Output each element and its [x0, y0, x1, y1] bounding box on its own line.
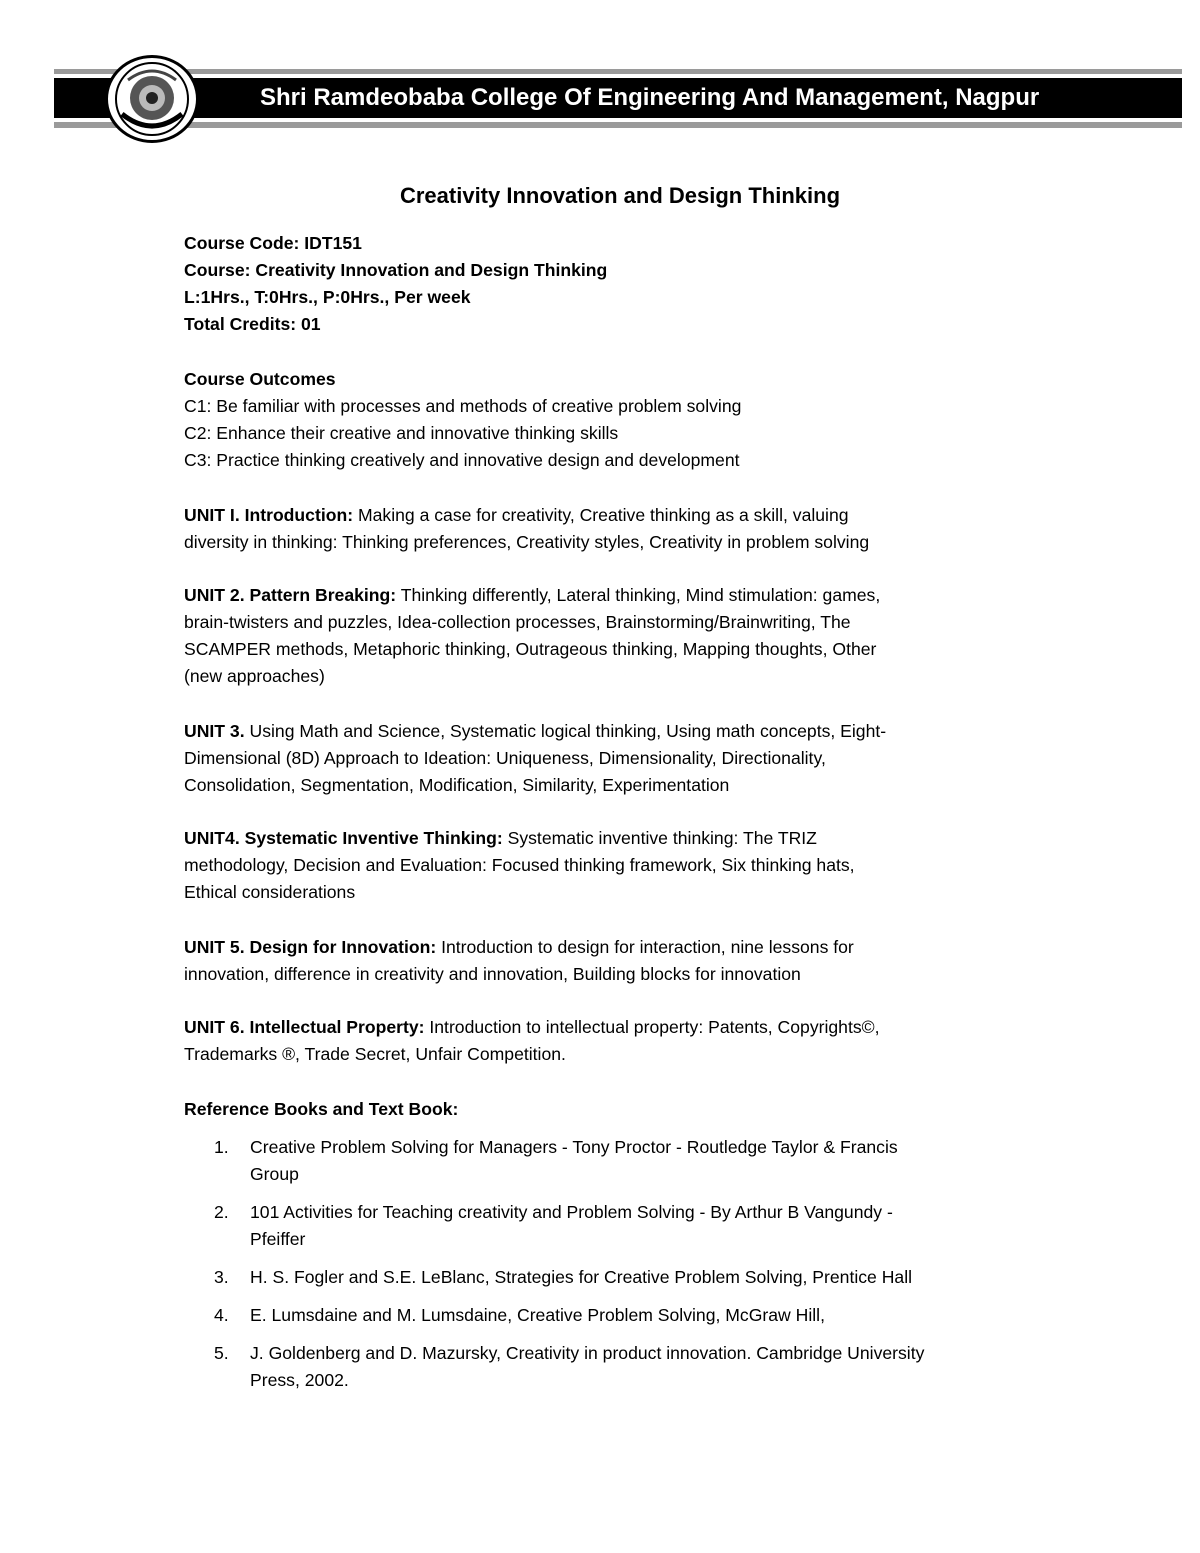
reference-text: 101 Activities for Teaching creativity and Problem Solving - By Arthur B Vangundy -	[250, 1202, 893, 1222]
course-info	[184, 230, 1044, 338]
course-credits: Total Credits: 01	[184, 314, 321, 334]
list-number: 1.	[214, 1137, 229, 1157]
course-outcomes	[184, 366, 1044, 474]
unit-text: SCAMPER methods, Metaphoric thinking, Outrageous thinking, Mapping thoughts, Other	[184, 639, 877, 659]
reference-text: E. Lumsdaine and M. Lumsdaine, Creative Problem Solving, McGraw Hill,	[250, 1305, 825, 1325]
unit-text: (new approaches)	[184, 666, 325, 686]
unit-text: Using Math and Science, Systematic logical thinking, Using math concepts, Eight-	[244, 721, 887, 741]
college-name: Shri Ramdeobaba College Of Engineering And Management, Nagpur	[260, 84, 1040, 111]
unit-text: Thinking differently, Lateral thinking, Mind stimulation: games,	[396, 585, 881, 605]
list-number: 2.	[214, 1202, 229, 1222]
list-item	[184, 1199, 1044, 1253]
header-rule-top	[54, 69, 1182, 74]
unit-text: Systematic inventive thinking: The TRIZ	[502, 828, 817, 848]
unit-text: brain-twisters and puzzles, Idea-collection processes, Brainstorming/Brainwriting, The	[184, 612, 851, 632]
unit-text: Making a case for creativity, Creative thinking as a skill, valuing	[353, 505, 849, 525]
outcome-item: C2: Enhance their creative and innovative thinking skills	[184, 423, 619, 443]
unit-text: Dimensional (8D) Approach to Ideation: Uniqueness, Dimensionality, Directionality,	[184, 748, 826, 768]
unit-text: methodology, Decision and Evaluation: Focused thinking framework, Six thinking hats,	[184, 855, 855, 875]
header-rule-bottom	[54, 122, 1182, 128]
unit-label: UNIT 5. Design for Innovation:	[184, 937, 437, 957]
reference-text: Creative Problem Solving for Managers - Tony Proctor - Routledge Taylor & Francis	[250, 1137, 898, 1157]
reference-text: Pfeiffer	[250, 1229, 306, 1249]
outcome-item: C1: Be familiar with processes and methods of creative problem solving	[184, 396, 742, 416]
unit-6	[184, 1014, 1044, 1068]
unit-label: UNIT 6. Intellectual Property:	[184, 1017, 425, 1037]
unit-text: Trademarks ®, Trade Secret, Unfair Competition.	[184, 1044, 566, 1064]
unit-1	[184, 502, 1044, 556]
course-title: Creativity Innovation and Design Thinking	[399, 183, 841, 208]
list-item	[184, 1302, 1044, 1329]
outcomes-heading: Course Outcomes	[184, 369, 336, 389]
references-heading: Reference Books and Text Book:	[184, 1099, 459, 1119]
reference-text: Press, 2002.	[250, 1370, 349, 1390]
list-number: 5.	[214, 1343, 229, 1363]
unit-label: UNIT I. Introduction:	[184, 505, 354, 525]
course-hours: L:1Hrs., T:0Hrs., P:0Hrs., Per week	[184, 287, 471, 307]
unit-label: UNIT 2. Pattern Breaking:	[184, 585, 397, 605]
unit-text: Consolidation, Segmentation, Modification, Similarity, Experimentation	[184, 775, 730, 795]
outcome-item: C3: Practice thinking creatively and innovative design and development	[184, 450, 740, 470]
list-item	[184, 1134, 1044, 1188]
unit-text: Ethical considerations	[184, 882, 356, 902]
unit-text: diversity in thinking: Thinking preferences, Creativity styles, Creativity in problem solving	[184, 532, 870, 552]
list-item	[184, 1264, 1044, 1291]
reference-text: H. S. Fogler and S.E. LeBlanc, Strategies for Creative Problem Solving, Prentice Hall	[250, 1267, 913, 1287]
college-seal-icon	[105, 55, 199, 143]
references-list	[184, 1134, 1044, 1405]
list-item	[184, 1340, 1044, 1394]
course-name: Course: Creativity Innovation and Design Thinking	[184, 260, 608, 280]
unit-5	[184, 934, 1044, 988]
unit-3	[184, 718, 1044, 799]
unit-text: innovation, difference in creativity and innovation, Building blocks for innovation	[184, 964, 801, 984]
list-number: 3.	[214, 1267, 229, 1287]
unit-text: Introduction to design for interaction, nine lessons for	[436, 937, 854, 957]
course-code: Course Code: IDT151	[184, 233, 362, 253]
reference-text: J. Goldenberg and D. Mazursky, Creativity in product innovation. Cambridge University	[250, 1343, 925, 1363]
unit-2	[184, 582, 1044, 690]
unit-text: Introduction to intellectual property: Patents, Copyrights©,	[424, 1017, 880, 1037]
reference-text: Group	[250, 1164, 299, 1184]
list-number: 4.	[214, 1305, 229, 1325]
unit-4	[184, 825, 1044, 906]
unit-label: UNIT4. Systematic Inventive Thinking:	[184, 828, 503, 848]
unit-label: UNIT 3.	[184, 721, 245, 741]
